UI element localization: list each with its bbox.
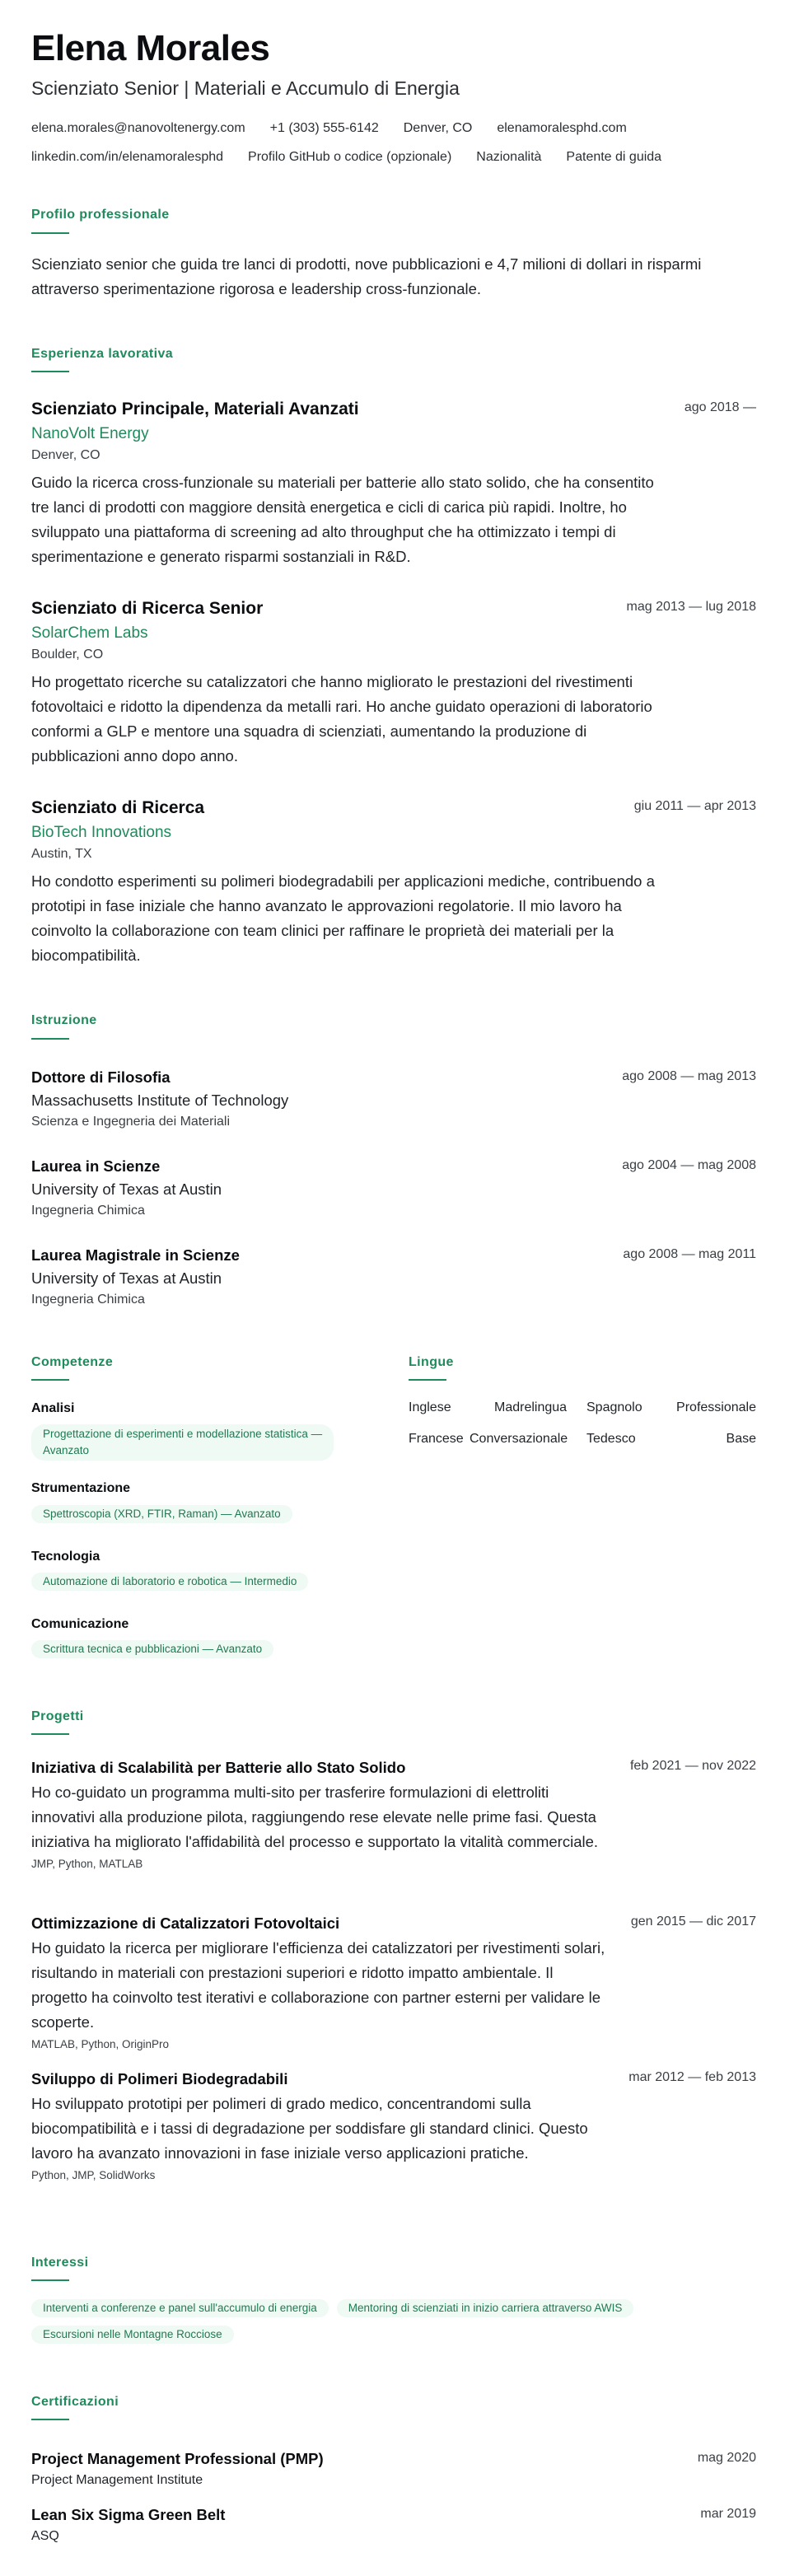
study-field: Ingegneria Chimica (31, 1204, 145, 1218)
language-name: Francese (409, 1432, 464, 1446)
education-item (31, 1246, 756, 1308)
section-divider (409, 1379, 446, 1381)
language-row (409, 1432, 756, 1450)
project-title: Iniziativa di Scalabilità per Batterie allo Stato Solido (31, 1759, 406, 1776)
project-title: Sviluppo di Polimeri Biodegradabili (31, 2070, 288, 2087)
github-link[interactable]: Profilo GitHub o codice (opzionale) (248, 150, 452, 164)
skill-chip: Scrittura tecnica e pubblicazioni — Avanzato (31, 1640, 273, 1658)
skill-chip: Spettroscopia (XRD, FTIR, Raman) — Avanzato (31, 1505, 292, 1523)
job-description: Ho condotto esperimenti su polimeri biodegradabili per applicazioni mediche, contribuendo a prototipi in fase iniziale che hanno avanzato le approvazioni regolatorie. Il mio lavoro ha coinvolto la collaborazione con team clinici per raffinare le proprietà dei materiali per la biocompatibilità. (31, 872, 655, 964)
certification-issuer: ASQ (31, 2529, 59, 2543)
education-item (31, 1068, 756, 1130)
language-name: Spagnolo (586, 1400, 642, 1414)
location: Denver, CO (403, 121, 473, 135)
job-location: Austin, TX (31, 847, 92, 861)
skill-chip: Automazione di laboratorio e robotica — Intermedio (31, 1573, 308, 1591)
project-description: Ho guidato la ricerca per migliorare l'efficienza dei catalizzatori per rivestimenti solari, risultando in materiali con prestazioni superiori e ridotto impatto ambientale. Il progetto ha coinvolto test iterativi e collaborazione con partner esterni per validare le scoperte. (31, 1939, 605, 2031)
section-divider (31, 2279, 69, 2281)
job-dates: ago 2018 — (684, 400, 756, 414)
driving-license: Patente di guida (566, 150, 662, 164)
skill-category: Analisi (31, 1401, 75, 1415)
section-divider (31, 371, 69, 372)
certification-item (31, 2505, 756, 2545)
company-name: NanoVolt Energy (31, 425, 149, 442)
section-title-certifications: Certificazioni (31, 2395, 119, 2409)
project-dates: feb 2021 — nov 2022 (629, 1759, 756, 1773)
candidate-name: Elena Morales (31, 28, 270, 68)
section-title-projects: Progetti (31, 1709, 84, 1723)
certification-title: Lean Six Sigma Green Belt (31, 2506, 226, 2523)
company-name: BioTech Innovations (31, 824, 172, 841)
skill-category: Tecnologia (31, 1550, 100, 1564)
experience-item (31, 797, 756, 968)
section-divider (31, 2419, 69, 2420)
education-dates: ago 2008 — mag 2011 (623, 1247, 756, 1261)
education-item (31, 1157, 756, 1219)
job-title: Scienziato di Ricerca Senior (31, 599, 264, 618)
job-location: Denver, CO (31, 448, 100, 462)
section-divider (31, 1379, 69, 1381)
language-name: Tedesco (586, 1432, 636, 1446)
certification-issuer: Project Management Institute (31, 2473, 203, 2487)
skill-category: Strumentazione (31, 1481, 131, 1495)
job-title: Scienziato Principale, Materiali Avanzati (31, 400, 359, 418)
contact-row (31, 120, 756, 145)
job-description: Guido la ricerca cross-funzionale su materiali per batterie allo stato solido, che ha consentito tre lanci di prodotti con maggiore densità energetica e cicli di carica più rapidi. Inoltre, ho sviluppato una piattaforma di screening ad alto throughput che ha ottimizzato i tempi di sperimentazione e generato risparmi sostanziali in R&D. (31, 474, 654, 565)
skill-chip-line: Progettazione di esperimenti e modellazione statistica — (43, 1428, 323, 1440)
project-technologies: MATLAB, Python, OriginPro (31, 2038, 170, 2050)
section-title-interests: Interessi (31, 2256, 89, 2270)
section-title-experience: Esperienza lavorativa (31, 347, 174, 361)
project-technologies: Python, JMP, SolidWorks (31, 2169, 156, 2181)
job-dates: giu 2011 — apr 2013 (633, 799, 756, 813)
job-location: Boulder, CO (31, 648, 104, 662)
contact-row (31, 149, 756, 174)
study-field: Ingegneria Chimica (31, 1293, 145, 1307)
degree-title: Laurea in Scienze (31, 1157, 161, 1175)
section-title-education: Istruzione (31, 1013, 97, 1027)
project-item (31, 2069, 756, 2184)
language-name: Inglese (409, 1400, 451, 1414)
website-link[interactable]: elenamoralesphd.com (497, 121, 627, 135)
project-technologies: JMP, Python, MATLAB (31, 1858, 143, 1870)
certification-item (31, 2449, 756, 2489)
language-level: Professionale (676, 1400, 756, 1414)
section-title-languages: Lingue (409, 1355, 454, 1369)
skill-category: Comunicazione (31, 1617, 129, 1631)
education-dates: ago 2008 — mag 2013 (622, 1069, 756, 1083)
interest-chip: Interventi a conferenze e panel sull'accumulo di energia (31, 2299, 329, 2317)
project-item (31, 1913, 756, 2053)
job-description: Ho progettato ricerche su catalizzatori che hanno migliorato le prestazioni del rivestimenti fotovoltaici e ridotto la dipendenza da metalli rari. Ho anche guidato operazioni di laboratorio conformi a GLP e mentore una squadra di scienziati, aumentando la produzione di pubblicazioni anno dopo anno. (31, 673, 652, 764)
company-name: SolarChem Labs (31, 624, 148, 642)
linkedin-link[interactable]: linkedin.com/in/elenamoralesphd (31, 150, 224, 164)
candidate-headline: Scienziato Senior | Materiali e Accumulo di Energia (31, 77, 460, 99)
contact-info (31, 120, 756, 174)
certification-date: mag 2020 (697, 2451, 756, 2465)
school-name: University of Texas at Austin (31, 1180, 222, 1198)
profile-summary: Scienziato senior che guida tre lanci di prodotti, nove pubblicazioni e 4,7 milioni di dollari in risparmi attraverso sperimentazione rigorosa e leadership cross-funzionale. (31, 255, 702, 297)
study-field: Scienza e Ingegneria dei Materiali (31, 1115, 231, 1129)
job-title: Scienziato di Ricerca (31, 798, 205, 817)
interest-chip: Mentoring di scienziati in inizio carriera attraverso AWIS (337, 2299, 634, 2317)
project-dates: gen 2015 — dic 2017 (630, 1914, 756, 1928)
section-divider (31, 232, 69, 234)
school-name: University of Texas at Austin (31, 1269, 222, 1287)
section-divider (31, 1038, 69, 1040)
experience-item (31, 598, 756, 769)
education-dates: ago 2004 — mag 2008 (622, 1158, 756, 1172)
skill-chip (31, 1424, 334, 1461)
job-dates: mag 2013 — lug 2018 (626, 600, 756, 614)
phone-number[interactable]: +1 (303) 555-6142 (269, 121, 379, 135)
certification-title: Project Management Professional (PMP) (31, 2450, 324, 2467)
section-title-profile: Profilo professionale (31, 208, 170, 222)
school-name: Massachusetts Institute of Technology (31, 1092, 289, 1109)
degree-title: Laurea Magistrale in Scienze (31, 1246, 240, 1264)
experience-item (31, 399, 756, 569)
interest-chip: Escursioni nelle Montagne Rocciose (31, 2326, 234, 2344)
project-title: Ottimizzazione di Catalizzatori Fotovoltaici (31, 1914, 340, 1932)
language-level: Madrelingua (494, 1400, 568, 1414)
nationality: Nazionalità (476, 150, 542, 164)
interests-list (31, 2299, 756, 2344)
certification-date: mar 2019 (700, 2507, 756, 2521)
section-divider (31, 1733, 69, 1735)
project-description: Ho sviluppato prototipi per polimeri di grado medico, concentrandomi sulla biocompatibilità e i tassi di degradazione per soddisfare gli standard clinici. Questo lavoro ha avanzato innovazioni in fase iniziale verso applicazioni pratiche. (31, 2095, 588, 2162)
section-title-skills: Competenze (31, 1355, 114, 1369)
degree-title: Dottore di Filosofia (31, 1068, 171, 1086)
skill-chip-line: Avanzato (43, 1444, 90, 1456)
project-description: Ho co-guidato un programma multi-sito per trasferire formulazioni di elettroliti innovativi alla produzione pilota, raggiungendo rese elevate nelle prime fasi. Questa iniziativa ha migliorato l'affidabilità del processo e supportato la vitalità commerciale. (31, 1784, 599, 1850)
project-dates: mar 2012 — feb 2013 (628, 2070, 756, 2084)
language-level: Conversazionale (470, 1432, 568, 1446)
language-row (409, 1400, 756, 1419)
project-item (31, 1757, 756, 1872)
language-level: Base (726, 1432, 756, 1446)
email-link[interactable]: elena.morales@nanovoltenergy.com (31, 121, 245, 135)
